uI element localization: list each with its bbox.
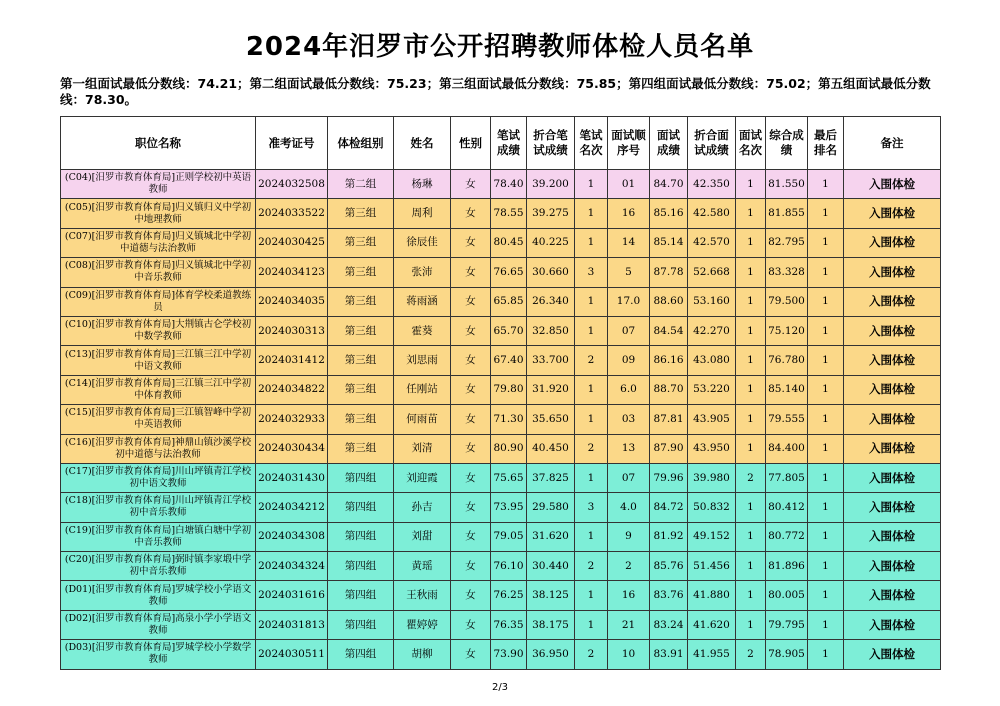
position-cell: (D03)[汨罗市教育体育局]罗城学校小学数学教师 [61, 640, 256, 669]
remark-cell: 入围体检 [844, 581, 941, 610]
written-rank-cell: 2 [575, 434, 608, 463]
position-cell: (D02)[汨罗市教育体育局]高泉小学小学语文教师 [61, 610, 256, 639]
gender-cell: 女 [451, 610, 491, 639]
interview-rank-cell: 1 [736, 405, 766, 434]
remark-cell: 入围体检 [844, 170, 941, 199]
table-row [61, 405, 941, 434]
total-cell: 79.555 [766, 405, 808, 434]
header-remark: 备注 [844, 117, 941, 170]
written-weighted-cell: 30.440 [527, 552, 575, 581]
header-group: 体检组别 [328, 117, 394, 170]
total-cell: 77.805 [766, 463, 808, 492]
interview-rank-cell: 1 [736, 228, 766, 257]
interview-weighted-cell: 42.270 [688, 316, 736, 345]
gender-cell: 女 [451, 581, 491, 610]
name-cell: 黄瑶 [394, 552, 451, 581]
table-row [61, 346, 941, 375]
final-rank-cell: 1 [808, 405, 844, 434]
interview-weighted-cell: 43.080 [688, 346, 736, 375]
exam-no-cell: 2024034324 [256, 552, 328, 581]
table-row [61, 199, 941, 228]
interview-score-cell: 83.76 [650, 581, 688, 610]
group-cell: 第三组 [328, 346, 394, 375]
page-number: 2/3 [491, 682, 509, 693]
name-cell: 蒋雨涵 [394, 287, 451, 316]
interview-weighted-cell: 43.905 [688, 405, 736, 434]
total-cell: 79.795 [766, 610, 808, 639]
exam-no-cell: 2024031616 [256, 581, 328, 610]
header-interview-rank: 面试名次 [736, 117, 766, 170]
interview-score-cell: 83.24 [650, 610, 688, 639]
final-rank-cell: 1 [808, 522, 844, 551]
interview-score-cell: 83.91 [650, 640, 688, 669]
position-cell: (C18)[汨罗市教育体育局]川山坪镇青江学校初中音乐教师 [61, 493, 256, 522]
interview-score-cell: 88.70 [650, 375, 688, 404]
interview-weighted-cell: 42.580 [688, 199, 736, 228]
interview-rank-cell: 1 [736, 552, 766, 581]
final-rank-cell: 1 [808, 610, 844, 639]
interview-rank-cell: 1 [736, 170, 766, 199]
interview-rank-cell: 1 [736, 522, 766, 551]
final-rank-cell: 1 [808, 375, 844, 404]
exam-no-cell: 2024031430 [256, 463, 328, 492]
interview-order-cell: 14 [608, 228, 650, 257]
total-cell: 81.896 [766, 552, 808, 581]
interview-order-cell: 16 [608, 581, 650, 610]
name-cell: 何雨苗 [394, 405, 451, 434]
remark-cell: 入围体检 [844, 640, 941, 669]
final-rank-cell: 1 [808, 170, 844, 199]
exam-no-cell: 2024032933 [256, 405, 328, 434]
position-cell: (C07)[汨罗市教育体育局]归义镇城北中学初中道德与法治教师 [61, 228, 256, 257]
written-weighted-cell: 36.950 [527, 640, 575, 669]
group-cell: 第三组 [328, 228, 394, 257]
remark-cell: 入围体检 [844, 434, 941, 463]
score-threshold-notice: 第一组面试最低分数线：74.21；第二组面试最低分数线：75.23；第三组面试最低分数线：75.85；第四组面试最低分数线：75.02；第五组面试最低分数线：78.30。 [60, 76, 931, 107]
group-cell: 第四组 [328, 522, 394, 551]
interview-weighted-cell: 49.152 [688, 522, 736, 551]
gender-cell: 女 [451, 640, 491, 669]
name-cell: 霍葵 [394, 316, 451, 345]
gender-cell: 女 [451, 405, 491, 434]
remark-cell: 入围体检 [844, 199, 941, 228]
gender-cell: 女 [451, 552, 491, 581]
written-score-cell: 76.65 [491, 258, 527, 287]
table-row [61, 493, 941, 522]
total-cell: 80.005 [766, 581, 808, 610]
written-weighted-cell: 38.175 [527, 610, 575, 639]
final-rank-cell: 1 [808, 434, 844, 463]
interview-weighted-cell: 39.980 [688, 463, 736, 492]
interview-order-cell: 16 [608, 199, 650, 228]
final-rank-cell: 1 [808, 463, 844, 492]
position-cell: (C09)[汨罗市教育体育局]体育学校柔道教练员 [61, 287, 256, 316]
interview-rank-cell: 1 [736, 610, 766, 639]
interview-score-cell: 84.72 [650, 493, 688, 522]
written-score-cell: 80.45 [491, 228, 527, 257]
name-cell: 周利 [394, 199, 451, 228]
interview-weighted-cell: 50.832 [688, 493, 736, 522]
written-weighted-cell: 35.650 [527, 405, 575, 434]
table-row [61, 316, 941, 345]
interview-order-cell: 13 [608, 434, 650, 463]
written-weighted-cell: 30.660 [527, 258, 575, 287]
written-score-cell: 67.40 [491, 346, 527, 375]
group-cell: 第三组 [328, 405, 394, 434]
position-cell: (C10)[汨罗市教育体育局]大荆镇古仑学校初中数学教师 [61, 316, 256, 345]
position-cell: (C08)[汨罗市教育体育局]归义镇城北中学初中音乐教师 [61, 258, 256, 287]
interview-order-cell: 4.0 [608, 493, 650, 522]
group-cell: 第四组 [328, 581, 394, 610]
group-cell: 第二组 [328, 170, 394, 199]
written-rank-cell: 2 [575, 346, 608, 375]
final-rank-cell: 1 [808, 346, 844, 375]
interview-weighted-cell: 42.570 [688, 228, 736, 257]
name-cell: 张沛 [394, 258, 451, 287]
interview-score-cell: 87.90 [650, 434, 688, 463]
header-total: 综合成绩 [766, 117, 808, 170]
remark-cell: 入围体检 [844, 405, 941, 434]
interview-score-cell: 85.76 [650, 552, 688, 581]
written-rank-cell: 1 [575, 581, 608, 610]
written-rank-cell: 2 [575, 552, 608, 581]
name-cell: 王秋雨 [394, 581, 451, 610]
interview-rank-cell: 1 [736, 375, 766, 404]
remark-cell: 入围体检 [844, 493, 941, 522]
page-title: 2024年汨罗市公开招聘教师体检人员名单 [245, 32, 755, 62]
exam-no-cell: 2024031813 [256, 610, 328, 639]
gender-cell: 女 [451, 258, 491, 287]
final-rank-cell: 1 [808, 552, 844, 581]
interview-score-cell: 86.16 [650, 346, 688, 375]
interview-order-cell: 07 [608, 316, 650, 345]
table-row [61, 463, 941, 492]
interview-score-cell: 87.81 [650, 405, 688, 434]
final-rank-cell: 1 [808, 581, 844, 610]
total-cell: 75.120 [766, 316, 808, 345]
table-row [61, 552, 941, 581]
written-rank-cell: 1 [575, 522, 608, 551]
written-rank-cell: 1 [575, 170, 608, 199]
position-cell: (C05)[汨罗市教育体育局]归义镇归义中学初中地理教师 [61, 199, 256, 228]
header-final-rank: 最后排名 [808, 117, 844, 170]
interview-order-cell: 5 [608, 258, 650, 287]
final-rank-cell: 1 [808, 228, 844, 257]
exam-no-cell: 2024034822 [256, 375, 328, 404]
gender-cell: 女 [451, 522, 491, 551]
exam-no-cell: 2024034212 [256, 493, 328, 522]
header-written-weighted: 折合笔试成绩 [527, 117, 575, 170]
remark-cell: 入围体检 [844, 346, 941, 375]
written-score-cell: 76.35 [491, 610, 527, 639]
written-score-cell: 78.55 [491, 199, 527, 228]
interview-rank-cell: 2 [736, 463, 766, 492]
position-cell: (C15)[汨罗市教育体育局]三江镇智峰中学初中英语教师 [61, 405, 256, 434]
total-cell: 85.140 [766, 375, 808, 404]
written-weighted-cell: 26.340 [527, 287, 575, 316]
table-row [61, 522, 941, 551]
exam-no-cell: 2024030425 [256, 228, 328, 257]
interview-rank-cell: 1 [736, 493, 766, 522]
written-score-cell: 65.85 [491, 287, 527, 316]
interview-rank-cell: 1 [736, 434, 766, 463]
exam-no-cell: 2024030511 [256, 640, 328, 669]
group-cell: 第三组 [328, 287, 394, 316]
interview-rank-cell: 1 [736, 287, 766, 316]
group-cell: 第三组 [328, 316, 394, 345]
interview-rank-cell: 1 [736, 316, 766, 345]
header-interview-order: 面试顺序号 [608, 117, 650, 170]
header-interview-weighted: 折合面试成绩 [688, 117, 736, 170]
remark-cell: 入围体检 [844, 316, 941, 345]
interview-weighted-cell: 41.620 [688, 610, 736, 639]
interview-rank-cell: 1 [736, 258, 766, 287]
exam-no-cell: 2024031412 [256, 346, 328, 375]
remark-cell: 入围体检 [844, 287, 941, 316]
group-cell: 第四组 [328, 463, 394, 492]
table-row [61, 258, 941, 287]
interview-order-cell: 21 [608, 610, 650, 639]
table-row [61, 581, 941, 610]
exam-no-cell: 2024034123 [256, 258, 328, 287]
table-body [61, 170, 941, 670]
interview-score-cell: 88.60 [650, 287, 688, 316]
gender-cell: 女 [451, 199, 491, 228]
total-cell: 78.905 [766, 640, 808, 669]
interview-order-cell: 03 [608, 405, 650, 434]
interview-weighted-cell: 42.350 [688, 170, 736, 199]
group-cell: 第三组 [328, 199, 394, 228]
written-weighted-cell: 32.850 [527, 316, 575, 345]
interview-rank-cell: 1 [736, 346, 766, 375]
gender-cell: 女 [451, 316, 491, 345]
interview-score-cell: 79.96 [650, 463, 688, 492]
written-rank-cell: 1 [575, 199, 608, 228]
written-weighted-cell: 29.580 [527, 493, 575, 522]
interview-score-cell: 81.92 [650, 522, 688, 551]
interview-order-cell: 9 [608, 522, 650, 551]
interview-score-cell: 87.78 [650, 258, 688, 287]
exam-no-cell: 2024034035 [256, 287, 328, 316]
gender-cell: 女 [451, 287, 491, 316]
gender-cell: 女 [451, 375, 491, 404]
written-rank-cell: 1 [575, 375, 608, 404]
interview-rank-cell: 2 [736, 640, 766, 669]
group-cell: 第四组 [328, 610, 394, 639]
gender-cell: 女 [451, 228, 491, 257]
remark-cell: 入围体检 [844, 375, 941, 404]
position-cell: (C16)[汨罗市教育体育局]神鼎山镇沙溪学校初中道德与法治教师 [61, 434, 256, 463]
header-written-score: 笔试成绩 [491, 117, 527, 170]
written-weighted-cell: 31.620 [527, 522, 575, 551]
written-rank-cell: 1 [575, 405, 608, 434]
group-cell: 第四组 [328, 493, 394, 522]
name-cell: 刘甜 [394, 522, 451, 551]
interview-order-cell: 10 [608, 640, 650, 669]
interview-score-cell: 84.54 [650, 316, 688, 345]
gender-cell: 女 [451, 346, 491, 375]
table-row [61, 640, 941, 669]
exam-no-cell: 2024032508 [256, 170, 328, 199]
group-cell: 第三组 [328, 434, 394, 463]
name-cell: 刘清 [394, 434, 451, 463]
remark-cell: 入围体检 [844, 610, 941, 639]
interview-weighted-cell: 43.950 [688, 434, 736, 463]
interview-weighted-cell: 53.220 [688, 375, 736, 404]
position-cell: (C20)[汨罗市教育体育局]弼时镇李家塅中学初中音乐教师 [61, 552, 256, 581]
written-score-cell: 79.80 [491, 375, 527, 404]
table-row [61, 170, 941, 199]
name-cell: 徐辰佳 [394, 228, 451, 257]
written-weighted-cell: 40.450 [527, 434, 575, 463]
final-rank-cell: 1 [808, 287, 844, 316]
name-cell: 杨琳 [394, 170, 451, 199]
table-header-row [61, 117, 941, 170]
total-cell: 79.500 [766, 287, 808, 316]
written-rank-cell: 1 [575, 316, 608, 345]
interview-rank-cell: 1 [736, 581, 766, 610]
total-cell: 76.780 [766, 346, 808, 375]
written-rank-cell: 1 [575, 463, 608, 492]
header-gender: 性别 [451, 117, 491, 170]
total-cell: 84.400 [766, 434, 808, 463]
header-interview-score: 面试成绩 [650, 117, 688, 170]
final-rank-cell: 1 [808, 493, 844, 522]
candidate-table [60, 116, 941, 670]
table-row [61, 228, 941, 257]
interview-weighted-cell: 41.955 [688, 640, 736, 669]
written-score-cell: 71.30 [491, 405, 527, 434]
written-weighted-cell: 39.275 [527, 199, 575, 228]
written-rank-cell: 1 [575, 610, 608, 639]
exam-no-cell: 2024030434 [256, 434, 328, 463]
interview-order-cell: 07 [608, 463, 650, 492]
written-score-cell: 65.70 [491, 316, 527, 345]
interview-order-cell: 17.0 [608, 287, 650, 316]
remark-cell: 入围体检 [844, 228, 941, 257]
group-cell: 第三组 [328, 375, 394, 404]
final-rank-cell: 1 [808, 258, 844, 287]
written-score-cell: 73.95 [491, 493, 527, 522]
remark-cell: 入围体检 [844, 552, 941, 581]
total-cell: 80.772 [766, 522, 808, 551]
interview-score-cell: 84.70 [650, 170, 688, 199]
written-rank-cell: 3 [575, 493, 608, 522]
interview-weighted-cell: 52.668 [688, 258, 736, 287]
interview-weighted-cell: 41.880 [688, 581, 736, 610]
written-weighted-cell: 37.825 [527, 463, 575, 492]
header-written-rank: 笔试名次 [575, 117, 608, 170]
total-cell: 81.855 [766, 199, 808, 228]
table-row [61, 434, 941, 463]
written-rank-cell: 2 [575, 640, 608, 669]
interview-weighted-cell: 51.456 [688, 552, 736, 581]
written-rank-cell: 1 [575, 287, 608, 316]
written-score-cell: 76.25 [491, 581, 527, 610]
remark-cell: 入围体检 [844, 463, 941, 492]
header-exam-no: 准考证号 [256, 117, 328, 170]
interview-weighted-cell: 53.160 [688, 287, 736, 316]
final-rank-cell: 1 [808, 316, 844, 345]
header-name: 姓名 [394, 117, 451, 170]
written-weighted-cell: 33.700 [527, 346, 575, 375]
interview-order-cell: 01 [608, 170, 650, 199]
written-weighted-cell: 39.200 [527, 170, 575, 199]
name-cell: 刘思雨 [394, 346, 451, 375]
written-score-cell: 76.10 [491, 552, 527, 581]
written-rank-cell: 1 [575, 228, 608, 257]
final-rank-cell: 1 [808, 640, 844, 669]
position-cell: (C13)[汨罗市教育体育局]三江镇三江中学初中语文教师 [61, 346, 256, 375]
written-score-cell: 80.90 [491, 434, 527, 463]
position-cell: (C04)[汨罗市教育体育局]正则学校初中英语教师 [61, 170, 256, 199]
name-cell: 孙吉 [394, 493, 451, 522]
interview-order-cell: 09 [608, 346, 650, 375]
written-score-cell: 79.05 [491, 522, 527, 551]
total-cell: 81.550 [766, 170, 808, 199]
interview-order-cell: 6.0 [608, 375, 650, 404]
written-weighted-cell: 38.125 [527, 581, 575, 610]
position-cell: (C14)[汨罗市教育体育局]三江镇三江中学初中体育教师 [61, 375, 256, 404]
name-cell: 胡柳 [394, 640, 451, 669]
header-position: 职位名称 [61, 117, 256, 170]
position-cell: (D01)[汨罗市教育体育局]罗城学校小学语文教师 [61, 581, 256, 610]
remark-cell: 入围体检 [844, 522, 941, 551]
written-score-cell: 78.40 [491, 170, 527, 199]
table-row [61, 287, 941, 316]
interview-score-cell: 85.16 [650, 199, 688, 228]
exam-no-cell: 2024034308 [256, 522, 328, 551]
position-cell: (C19)[汨罗市教育体育局]白塘镇白塘中学初中音乐教师 [61, 522, 256, 551]
exam-no-cell: 2024030313 [256, 316, 328, 345]
written-rank-cell: 3 [575, 258, 608, 287]
table-row [61, 375, 941, 404]
written-weighted-cell: 40.225 [527, 228, 575, 257]
written-weighted-cell: 31.920 [527, 375, 575, 404]
final-rank-cell: 1 [808, 199, 844, 228]
name-cell: 任刚站 [394, 375, 451, 404]
group-cell: 第四组 [328, 552, 394, 581]
total-cell: 82.795 [766, 228, 808, 257]
gender-cell: 女 [451, 170, 491, 199]
gender-cell: 女 [451, 493, 491, 522]
table-row [61, 610, 941, 639]
interview-rank-cell: 1 [736, 199, 766, 228]
total-cell: 80.412 [766, 493, 808, 522]
group-cell: 第三组 [328, 258, 394, 287]
written-score-cell: 73.90 [491, 640, 527, 669]
interview-score-cell: 85.14 [650, 228, 688, 257]
gender-cell: 女 [451, 434, 491, 463]
name-cell: 瞿婷婷 [394, 610, 451, 639]
name-cell: 刘迎霞 [394, 463, 451, 492]
total-cell: 83.328 [766, 258, 808, 287]
position-cell: (C17)[汨罗市教育体育局]川山坪镇青江学校初中语文教师 [61, 463, 256, 492]
interview-order-cell: 2 [608, 552, 650, 581]
gender-cell: 女 [451, 463, 491, 492]
group-cell: 第四组 [328, 640, 394, 669]
remark-cell: 入围体检 [844, 258, 941, 287]
exam-no-cell: 2024033522 [256, 199, 328, 228]
written-score-cell: 75.65 [491, 463, 527, 492]
